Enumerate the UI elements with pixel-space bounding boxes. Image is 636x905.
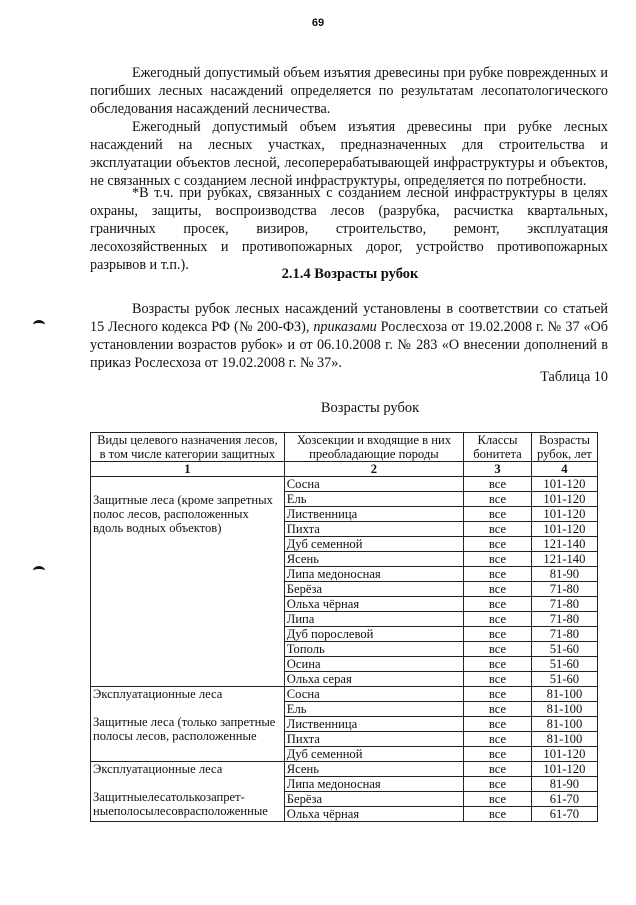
scan-mark (33, 566, 45, 575)
forest-purpose-line: Эксплуатационные леса (93, 762, 223, 776)
species-cell: Ель (284, 492, 463, 507)
cutting-age-cell: 51-60 (531, 642, 597, 657)
species-cell: Берёза (284, 792, 463, 807)
column-number-row (91, 462, 598, 477)
cutting-age-cell: 81-90 (531, 567, 597, 582)
species-cell: Сосна (284, 687, 463, 702)
forest-purpose-cell (91, 687, 285, 762)
cutting-age-cell: 81-90 (531, 777, 597, 792)
bonitet-cell: все (464, 702, 532, 717)
table-row (91, 687, 598, 702)
species-cell: Липа медоносная (284, 777, 463, 792)
species-cell: Лиственница (284, 717, 463, 732)
forest-purpose-line (93, 776, 282, 790)
cutting-age-cell: 101-120 (531, 507, 597, 522)
cutting-age-cell: 71-80 (531, 597, 597, 612)
bonitet-cell: все (464, 582, 532, 597)
bonitet-cell: все (464, 642, 532, 657)
bonitet-cell: все (464, 777, 532, 792)
cutting-age-cell: 101-120 (531, 492, 597, 507)
table-row (91, 477, 598, 492)
bonitet-cell: все (464, 597, 532, 612)
cutting-age-cell: 121-140 (531, 552, 597, 567)
cutting-age-cell: 71-80 (531, 627, 597, 642)
species-cell: Ель (284, 702, 463, 717)
paragraph-1: Ежегодный допустимый объем изъятия древесины при рубке поврежденных и погибших лесных насаждений определяется по результатам лесопатологического обследования насаждений лесничества. (90, 65, 608, 117)
bonitet-cell: все (464, 507, 532, 522)
forest-purpose-line: полосы лесов, расположенные (93, 729, 257, 743)
cutting-age-cell: 121-140 (531, 537, 597, 552)
species-cell: Ясень (284, 762, 463, 777)
header-bonitet: Классы бонитета (464, 433, 532, 462)
forest-purpose-cell (91, 762, 285, 822)
bonitet-cell: все (464, 717, 532, 732)
cutting-age-table (90, 432, 598, 822)
species-cell: Пихта (284, 732, 463, 747)
species-cell: Ольха чёрная (284, 807, 463, 822)
bonitet-cell: все (464, 627, 532, 642)
section-heading: 2.1.4 Возрасты рубок (281, 266, 419, 282)
species-cell: Липа медоносная (284, 567, 463, 582)
species-cell: Пихта (284, 522, 463, 537)
cutting-age-cell: 51-60 (531, 672, 597, 687)
column-number: 4 (531, 462, 597, 477)
header-forest-purpose: Виды целевого назначения лесов, в том числе категории защитных (91, 433, 285, 462)
bonitet-cell: все (464, 807, 532, 822)
cutting-age-cell: 81-100 (531, 717, 597, 732)
bonitet-cell: все (464, 552, 532, 567)
species-cell: Дуб порослевой (284, 627, 463, 642)
species-cell: Дуб семенной (284, 747, 463, 762)
cutting-age-cell: 71-80 (531, 612, 597, 627)
cutting-age-cell: 71-80 (531, 582, 597, 597)
bonitet-cell: все (464, 522, 532, 537)
bonitet-cell: все (464, 687, 532, 702)
bonitet-cell: все (464, 672, 532, 687)
table-header-row (91, 433, 598, 462)
species-cell: Лиственница (284, 507, 463, 522)
section-paragraph: Возрасты рубок лесных насаждений установлены в соответствии со статьей 15 Лесного кодекса РФ (№ 200-ФЗ), приказами Рослесхоза от 19.02.2008 г. № 37 «Об установлении возрастов рубок» и от 06.10.2008 г. № 283 «О внесении дополнений в приказ Рослесхоза от 19.02.2008 г. № 37». (90, 301, 609, 371)
table-title: Возрасты рубок (320, 400, 420, 416)
species-cell: Дуб семенной (284, 537, 463, 552)
cutting-age-cell: 101-120 (531, 477, 597, 492)
species-cell: Сосна (284, 477, 463, 492)
paragraph-2: Ежегодный допустимый объем изъятия древесины при рубке лесных насаждений на лесных участках, предназначенных для строительства и эксплуатации объектов лесной, лесоперерабатывающей инфраструктуры и объектов, не связанных с созданием лесной инфраструктуры, определяется по потребности. (90, 119, 608, 189)
forest-purpose-line: полос лесов, расположенных (93, 507, 249, 521)
column-number: 2 (284, 462, 463, 477)
cutting-age-cell: 51-60 (531, 657, 597, 672)
forest-purpose-line: Эксплуатационные леса (93, 687, 223, 701)
header-species: Хозсекции и входящие в них преобладающие породы (284, 433, 463, 462)
bonitet-cell: все (464, 492, 532, 507)
table-row (91, 762, 598, 777)
bonitet-cell: все (464, 657, 532, 672)
cutting-age-cell: 101-120 (531, 747, 597, 762)
cutting-age-cell: 61-70 (531, 807, 597, 822)
species-cell: Ольха серая (284, 672, 463, 687)
scan-mark (33, 320, 45, 329)
bonitet-cell: все (464, 792, 532, 807)
forest-purpose-line: вдоль водных объектов) (93, 521, 222, 535)
bonitet-cell: все (464, 747, 532, 762)
page-number: 69 (311, 17, 325, 29)
header-cutting-age: Возрасты рубок, лет (531, 433, 597, 462)
forest-purpose-cell (91, 477, 285, 687)
paragraph-3: *В т.ч. при рубках, связанных с созданием лесной инфраструктуры в целях охраны, защиты, воспроизводства лесов (разрубка, расчистка квартальных, граничных просек, визиров, строительство, ремонт, эксплуатация лесохозяйственных и противопожарных дорог, устройство противопожарных разрывов и т.п.). (90, 185, 608, 273)
forest-purpose-line: ныеполосылесоврасположенные (93, 804, 268, 818)
cutting-age-cell: 81-100 (531, 702, 597, 717)
table-label: Таблица 10 (540, 369, 608, 385)
forest-purpose-line (93, 701, 282, 715)
forest-purpose-line: Защитныелесатолькозапрет- (93, 790, 245, 804)
bonitet-cell: все (464, 477, 532, 492)
species-cell: Ясень (284, 552, 463, 567)
bonitet-cell: все (464, 537, 532, 552)
cutting-age-cell: 81-100 (531, 687, 597, 702)
table-body (91, 477, 598, 822)
column-number: 1 (91, 462, 285, 477)
bonitet-cell: все (464, 732, 532, 747)
cutting-age-cell: 101-120 (531, 522, 597, 537)
forest-purpose-line: Защитные леса (только запретные (93, 715, 276, 729)
bonitet-cell: все (464, 567, 532, 582)
cutting-age-cell: 101-120 (531, 762, 597, 777)
bonitet-cell: все (464, 762, 532, 777)
species-cell: Берёза (284, 582, 463, 597)
bonitet-cell: все (464, 612, 532, 627)
cutting-age-cell: 81-100 (531, 732, 597, 747)
cutting-age-cell: 61-70 (531, 792, 597, 807)
species-cell: Липа (284, 612, 463, 627)
species-cell: Тополь (284, 642, 463, 657)
species-cell: Осина (284, 657, 463, 672)
species-cell: Ольха чёрная (284, 597, 463, 612)
forest-purpose-line: Защитные леса (кроме запретных (93, 493, 273, 507)
column-number: 3 (464, 462, 532, 477)
